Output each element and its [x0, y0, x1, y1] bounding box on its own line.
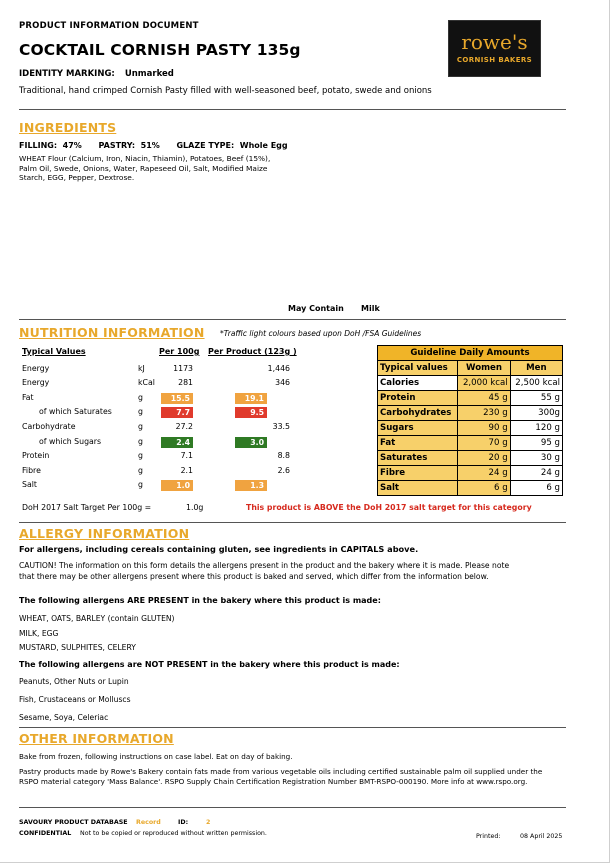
other-line: Bake from frozen, following instructions on case label. Eat on day of baking.	[19, 752, 293, 761]
nutrient-name: Salt	[22, 480, 37, 489]
value-per-100g: 1.0	[161, 480, 193, 491]
id-label: ID:	[178, 819, 189, 826]
gda-nutrient: Protein	[378, 391, 458, 406]
confidential-label: CONFIDENTIAL	[19, 830, 72, 837]
value-per-product: 1,446	[267, 364, 290, 373]
nutrient-name: Energy	[22, 364, 50, 373]
present-item: MILK, EGG	[19, 629, 59, 638]
gda-row	[378, 451, 563, 466]
nutrition-heading: NUTRITION INFORMATION	[19, 325, 205, 340]
gda-header-row	[378, 361, 563, 376]
value-per-100g: 15.5	[161, 393, 193, 404]
logo-tagline: CORNISH BAKERS	[456, 56, 533, 64]
nutrition-row	[19, 362, 349, 377]
present-item: MUSTARD, SULPHITES, CELERY	[19, 643, 136, 652]
ingredients-list	[19, 154, 270, 183]
gda-row	[378, 466, 563, 481]
value-per-100g: 281	[178, 378, 193, 387]
ingredients-line: WHEAT Flour (Calcium, Iron, Niacin, Thiamin), Potatoes, Beef (15%),	[19, 154, 271, 163]
gda-women: 2,000 kcal	[458, 376, 510, 391]
doc-label: PRODUCT INFORMATION DOCUMENT	[19, 21, 199, 31]
col-typical-values: Typical Values	[22, 347, 86, 356]
nutrition-row	[19, 478, 349, 493]
divider	[19, 109, 566, 110]
nutrient-unit: g	[138, 393, 143, 402]
gda-women: 24 g	[458, 466, 510, 481]
identity-label: IDENTITY MARKING:	[19, 69, 115, 79]
gda-women: 6 g	[458, 481, 510, 496]
salt-target-label: DoH 2017 Salt Target Per 100g =	[22, 503, 152, 512]
product-title: COCKTAIL CORNISH PASTY 135g	[19, 41, 301, 59]
gda-nutrient: Carbohydrates	[378, 406, 458, 421]
gda-row	[378, 481, 563, 496]
gda-men: 30 g	[510, 451, 562, 466]
nutrient-name: Fibre	[22, 466, 41, 475]
product-description: Traditional, hand crimped Cornish Pasty filled with well-seasoned beef, potato, swede and onions	[19, 86, 432, 96]
gda-men: 120 g	[510, 421, 562, 436]
gda-nutrient: Fibre	[378, 466, 458, 481]
nutrient-unit: kJ	[138, 364, 145, 373]
caution-line: that there may be other allergens present where this product is baked and served, which differ from the information below.	[19, 571, 489, 581]
nutrition-row	[19, 435, 349, 450]
nutrient-name: Fat	[22, 393, 34, 402]
other-heading: OTHER INFORMATION	[19, 731, 174, 746]
nutrient-unit: g	[138, 422, 143, 431]
gda-women: 20 g	[458, 451, 510, 466]
identity-value: Unmarked	[124, 69, 174, 79]
nutrient-name: Carbohydrate	[22, 422, 76, 431]
ingredients-specs: FILLING: 47% PASTRY: 51% GLAZE TYPE: Whole Egg	[19, 141, 288, 150]
not-present-item: Peanuts, Other Nuts or Lupin	[19, 677, 129, 686]
col-per-100g: Per 100g	[159, 347, 200, 356]
nutrient-name: Protein	[22, 451, 50, 460]
gda-women: 90 g	[458, 421, 510, 436]
allergy-caution	[19, 561, 509, 582]
not-present-item: Sesame, Soya, Celeriac	[19, 713, 109, 722]
allergy-intro: For allergens, including cereals containing gluten, see ingredients in CAPITALS above.	[19, 544, 419, 554]
nutrient-unit: g	[138, 451, 143, 460]
rowes-logo	[448, 20, 541, 77]
gda-nutrient: Fat	[378, 436, 458, 451]
not-present-heading: The following allergens are NOT PRESENT in the bakery where this product is made:	[19, 660, 400, 669]
other-paragraph	[19, 767, 542, 787]
value-per-100g: 7.1	[180, 451, 193, 460]
identity-marking	[19, 69, 174, 79]
db-label: SAVOURY PRODUCT DATABASE	[19, 819, 128, 826]
value-per-product: 346	[275, 378, 290, 387]
printed-label: Printed:	[476, 833, 501, 840]
divider	[19, 522, 566, 523]
may-contain-label: May Contain	[288, 304, 344, 313]
traffic-light-note: *Traffic light colours based upon DoH /FSA Guidelines	[220, 329, 422, 338]
nutrition-row	[19, 449, 349, 464]
gda-row	[378, 376, 563, 391]
nutrient-unit: g	[138, 466, 143, 475]
other-line: RSPO material category 'Mass Balance'. RSPO Supply Chain Certification Registration Number BMT-RSPO-000190. More info at www.rspo.org.	[19, 777, 528, 786]
gda-row	[378, 391, 563, 406]
caution-line: CAUTION! The information on this form details the allergens present in the product and the bakery where it is made. Please note	[19, 561, 510, 570]
nutrient-unit: g	[138, 480, 143, 489]
allergy-heading: ALLERGY INFORMATION	[19, 526, 190, 541]
nutrient-unit: g	[138, 407, 143, 416]
value-per-product: 1.3	[235, 480, 267, 491]
gda-table	[377, 345, 563, 496]
value-per-product: 3.0	[235, 437, 267, 448]
nutrient-name: of which Sugars	[39, 437, 102, 446]
record-label: Record	[136, 819, 161, 826]
gda-col-women: Women	[458, 361, 510, 376]
nutrient-name: Energy	[22, 378, 50, 387]
divider	[19, 807, 566, 808]
gda-women: 70 g	[458, 436, 510, 451]
ingredients-line: Palm Oil, Swede, Onions, Water, Rapeseed Oil, Salt, Modified Maize	[19, 163, 268, 173]
gda-col-men: Men	[510, 361, 562, 376]
gda-row	[378, 436, 563, 451]
nutrient-unit: g	[138, 437, 143, 446]
value-per-product: 2.6	[277, 466, 290, 475]
gda-nutrient: Saturates	[378, 451, 458, 466]
value-per-product: 33.5	[272, 422, 290, 431]
not-present-item: Fish, Crustaceans or Molluscs	[19, 695, 131, 704]
col-per-product: Per Product (123g )	[208, 347, 297, 356]
value-per-product: 9.5	[235, 407, 267, 418]
salt-warning: This product is ABOVE the DoH 2017 salt target for this category	[246, 503, 532, 512]
ingredients-heading: INGREDIENTS	[19, 120, 117, 135]
gda-nutrient: Salt	[378, 481, 458, 496]
nutrient-unit: kCal	[138, 378, 155, 387]
nutrition-row	[19, 464, 349, 479]
gda-men: 300g	[510, 406, 562, 421]
gda-men: 6 g	[510, 481, 562, 496]
value-per-100g: 2.4	[161, 437, 193, 448]
other-line: Pastry products made by Rowe's Bakery contain fats made from various vegetable oils including certified sustainable palm oil supplied under the	[19, 767, 543, 776]
value-per-100g: 1173	[173, 364, 193, 373]
nutrition-row	[19, 376, 349, 391]
gda-men: 95 g	[510, 436, 562, 451]
gda-title-row	[378, 346, 563, 361]
confidential-text: Not to be copied or reproduced without written permission.	[80, 830, 267, 837]
logo-wordmark: rowe's	[461, 30, 528, 54]
nutrition-row	[19, 405, 349, 420]
nutrient-name: of which Saturates	[39, 407, 112, 416]
gda-men: 2,500 kcal	[510, 376, 562, 391]
gda-nutrient: Sugars	[378, 421, 458, 436]
gda-men: 24 g	[510, 466, 562, 481]
value-per-product: 19.1	[235, 393, 267, 404]
may-contain-value: Milk	[361, 304, 380, 313]
value-per-100g: 27.2	[175, 422, 193, 431]
present-item: WHEAT, OATS, BARLEY (contain GLUTEN)	[19, 614, 175, 623]
gda-women: 230 g	[458, 406, 510, 421]
divider	[19, 727, 566, 728]
ingredients-line: Starch, EGG, Pepper, Dextrose.	[19, 173, 135, 183]
present-heading: The following allergens ARE PRESENT in the bakery where this product is made:	[19, 596, 381, 605]
gda-row	[378, 406, 563, 421]
salt-target-value: 1.0g	[186, 503, 204, 512]
gda-women: 45 g	[458, 391, 510, 406]
gda-col-typical: Typical values	[378, 361, 458, 376]
id-value: 2	[206, 819, 211, 826]
printed-date: 08 April 2025	[520, 833, 563, 840]
gda-men: 55 g	[510, 391, 562, 406]
gda-row	[378, 421, 563, 436]
value-per-product: 8.8	[277, 451, 290, 460]
divider	[19, 319, 566, 320]
nutrition-row	[19, 391, 349, 406]
nutrition-row	[19, 420, 349, 435]
gda-nutrient: Calories	[378, 376, 458, 391]
value-per-100g: 7.7	[161, 407, 193, 418]
gda-title: Guideline Daily Amounts	[378, 346, 563, 361]
value-per-100g: 2.1	[180, 466, 193, 475]
